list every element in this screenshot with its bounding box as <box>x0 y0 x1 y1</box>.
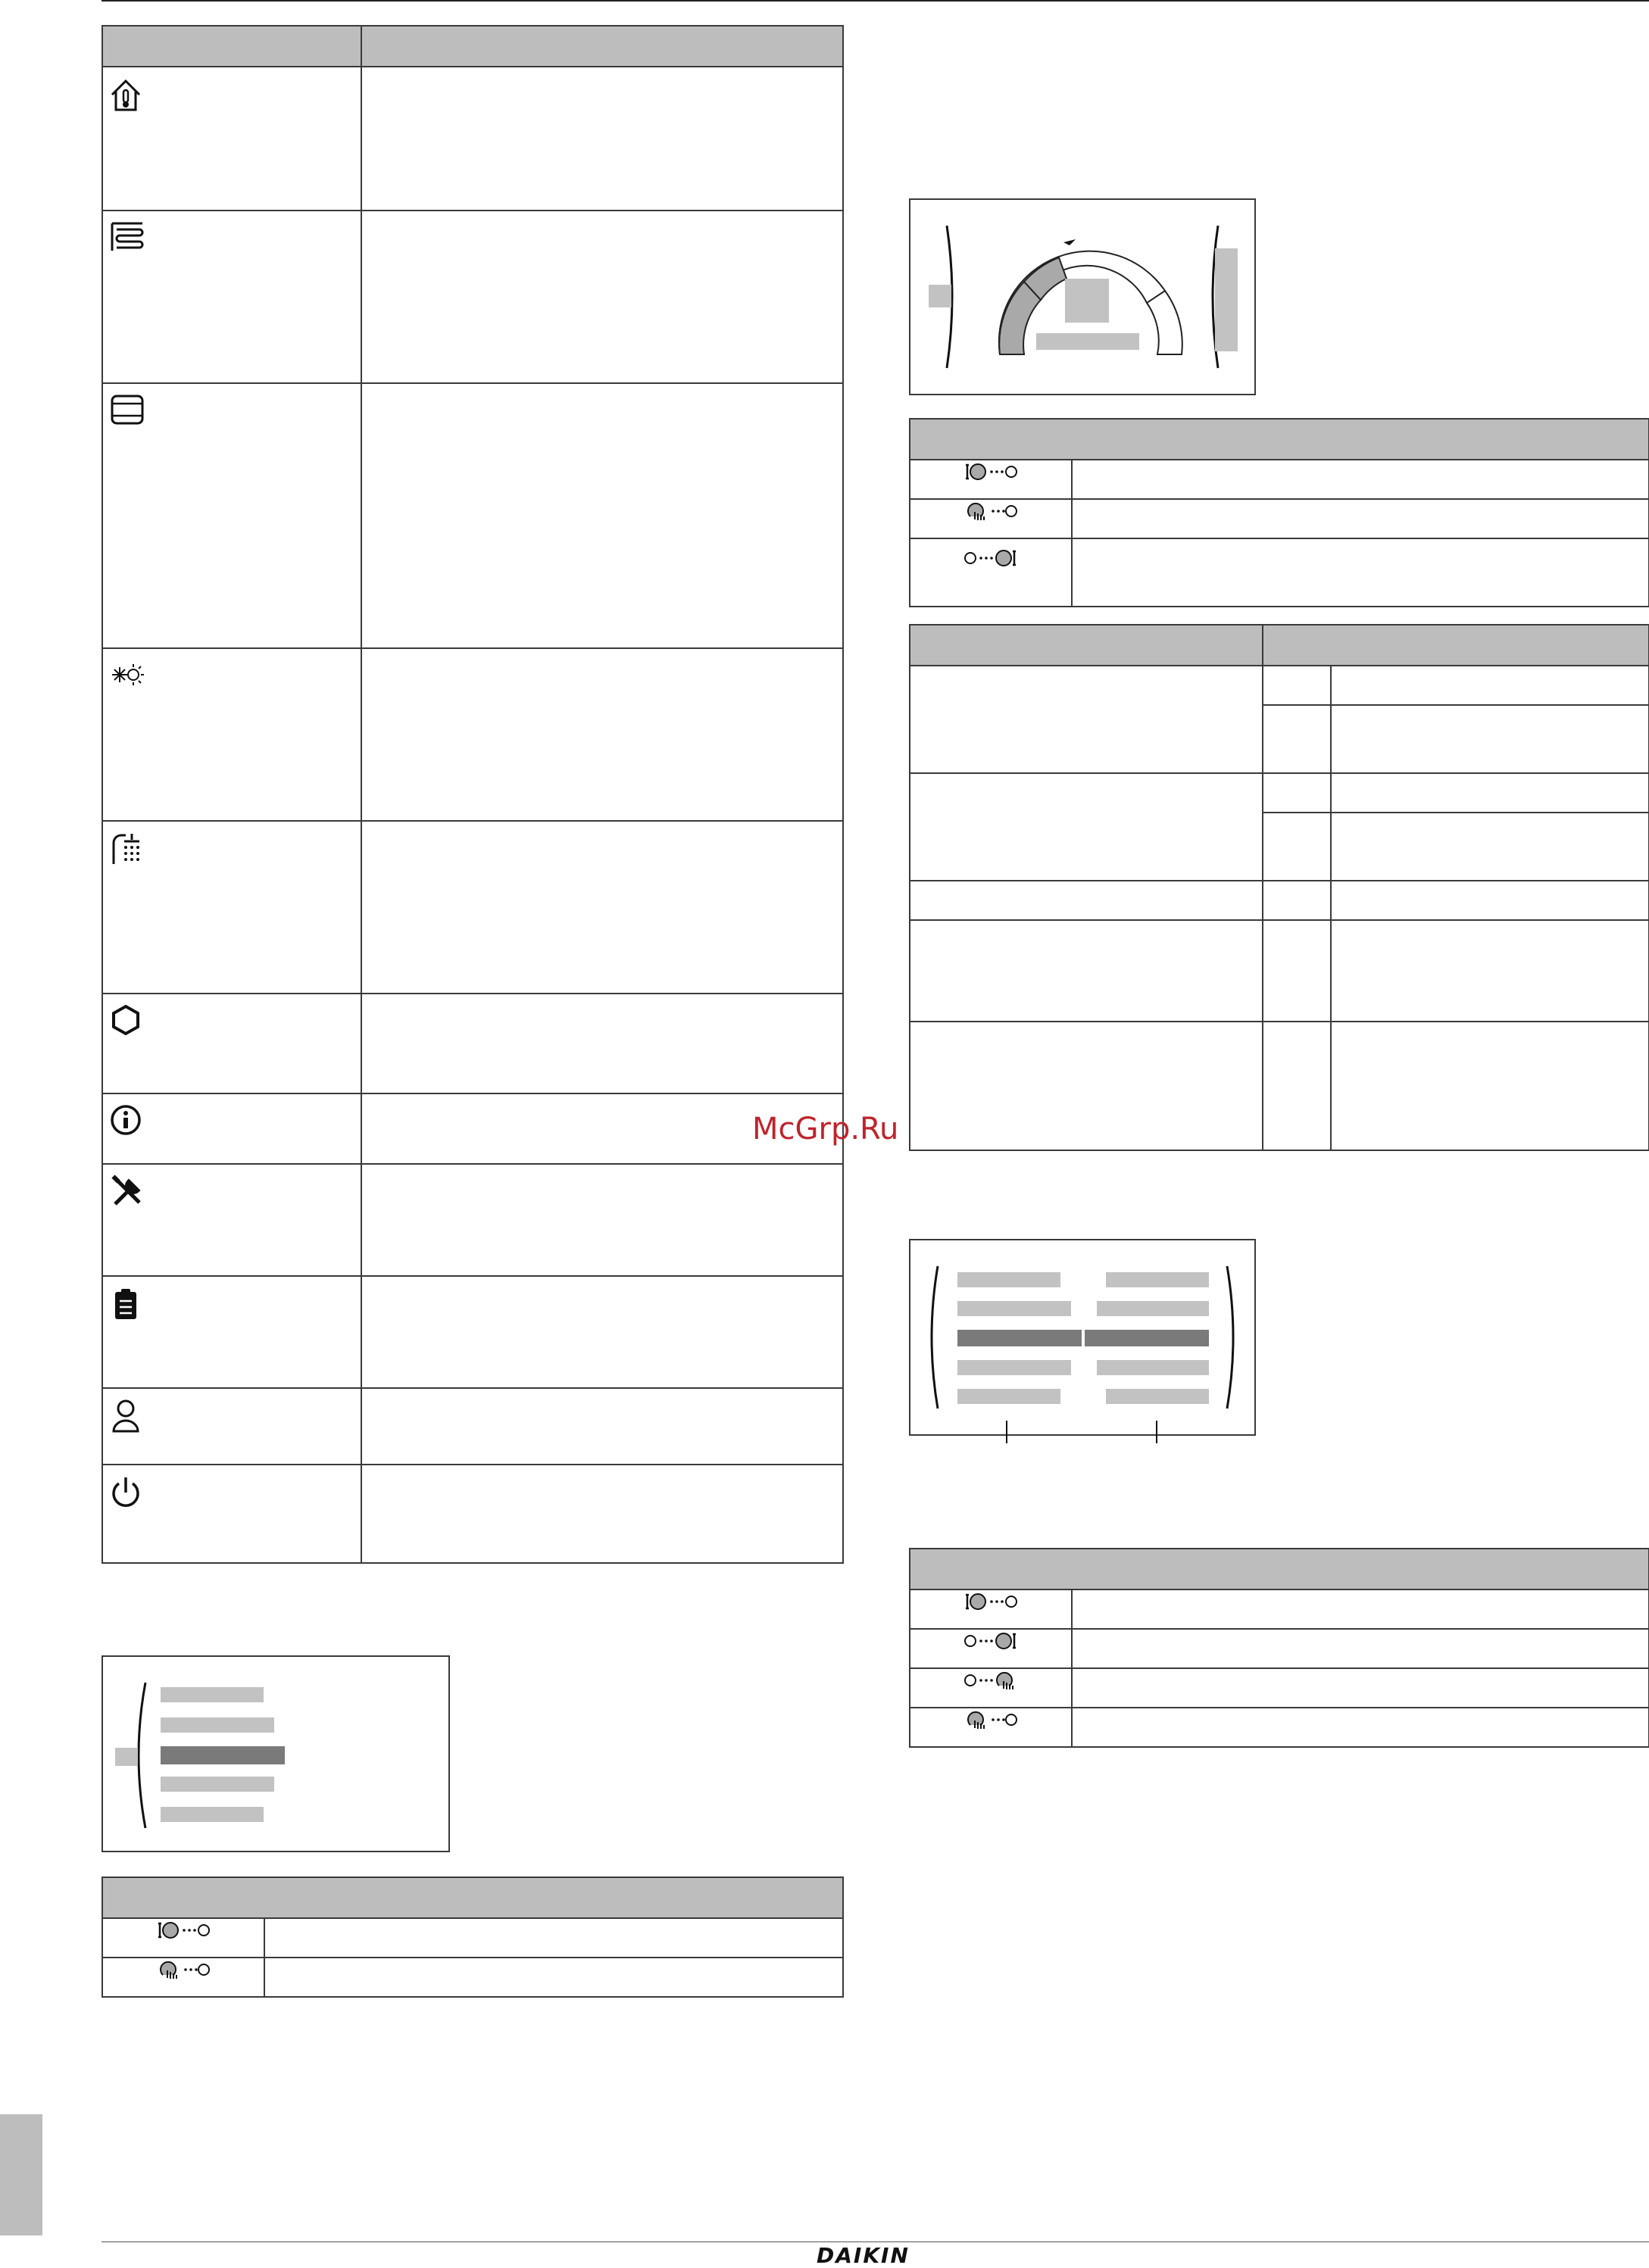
menu-list-item <box>161 1687 264 1702</box>
user-icon <box>109 1398 142 1434</box>
setpoint-dial-graphic <box>910 200 1254 394</box>
menu-list-item-selected <box>161 1746 285 1764</box>
table-row <box>910 1022 1649 1150</box>
list-item-name <box>957 1272 1060 1287</box>
screen-left-indicator <box>115 1748 138 1766</box>
side-language-tab <box>0 2114 42 2235</box>
shower-icon <box>109 831 145 867</box>
list-item-name-selected <box>957 1330 1082 1346</box>
table-row <box>910 773 1649 813</box>
list-item-value <box>1106 1272 1209 1287</box>
dial-press-left-icon <box>964 1708 1017 1731</box>
table-header-row <box>910 1549 1649 1589</box>
wrench-screwdriver-icon <box>109 1174 145 1210</box>
table-row <box>910 1668 1649 1708</box>
table-row <box>910 920 1649 1022</box>
list-item-value-selected <box>1085 1330 1209 1346</box>
table-row <box>102 383 843 648</box>
table-row <box>910 460 1649 499</box>
dial-press-left-icon <box>964 500 1017 523</box>
setpoint-dial-screen <box>909 198 1256 395</box>
tank-icon <box>109 393 145 426</box>
table-row <box>102 67 843 211</box>
icon-description-table <box>102 25 844 1564</box>
table-row <box>102 1164 843 1276</box>
list-item-name <box>957 1360 1071 1375</box>
table-header-row <box>102 1877 843 1918</box>
dial-turn-right-icon <box>964 547 1017 569</box>
table-row <box>102 994 843 1093</box>
dial-turn-left-icon <box>964 460 1017 483</box>
dial-press-right-icon <box>964 1669 1017 1692</box>
dial-turn-right-icon <box>964 1630 1017 1652</box>
heat-cool-sun-snowflake-icon <box>109 658 145 691</box>
callout-line <box>1156 1421 1157 1443</box>
info-icon <box>109 1103 142 1137</box>
table-row <box>102 821 843 994</box>
control-table-two-column <box>909 1548 1649 1748</box>
dial-turn-left-icon <box>157 1919 210 1942</box>
settings-table <box>909 624 1649 1151</box>
table-row <box>910 1589 1649 1629</box>
underfloor-heating-icon <box>109 220 147 254</box>
power-icon <box>109 1474 142 1511</box>
control-table-list <box>102 1876 844 1998</box>
table-row <box>102 1276 843 1388</box>
list-item-value <box>1097 1301 1209 1316</box>
table-row <box>102 1918 843 1958</box>
table-row <box>910 499 1649 538</box>
list-item-value <box>1106 1389 1209 1404</box>
table-row <box>910 1708 1649 1747</box>
table-row <box>102 1388 843 1465</box>
house-thermometer-icon <box>109 76 142 113</box>
table-header-row <box>910 419 1649 460</box>
menu-list-item <box>161 1777 274 1792</box>
control-table-dial <box>909 418 1649 607</box>
table-row <box>102 1958 843 1997</box>
table-header-row <box>910 625 1649 666</box>
list-item-name <box>957 1301 1071 1316</box>
dial-press-left-icon <box>157 1958 210 1981</box>
watermark: McGrp.Ru <box>752 1112 899 1146</box>
dial-turn-left-icon <box>964 1590 1017 1613</box>
table-row <box>910 666 1649 705</box>
table-row <box>102 648 843 821</box>
table-header-row <box>102 26 843 67</box>
menu-list-screen <box>102 1655 450 1852</box>
callout-line <box>1006 1421 1007 1443</box>
table-row <box>910 538 1649 607</box>
list-item-value <box>1097 1360 1209 1375</box>
table-row <box>910 1629 1649 1668</box>
daikin-logo: DAIKIN <box>817 2243 910 2268</box>
clipboard-checklist-icon <box>109 1286 142 1322</box>
top-rule <box>102 0 1649 2</box>
menu-list-item <box>161 1717 274 1733</box>
list-item-name <box>957 1389 1060 1404</box>
table-row <box>102 1465 843 1563</box>
two-column-list-screen <box>909 1239 1256 1436</box>
hexagon-icon <box>109 1003 142 1037</box>
table-row <box>102 211 843 383</box>
menu-list-item <box>161 1807 264 1822</box>
footer-rule <box>102 2241 1649 2242</box>
table-row <box>910 881 1649 920</box>
table-row <box>102 1093 843 1164</box>
